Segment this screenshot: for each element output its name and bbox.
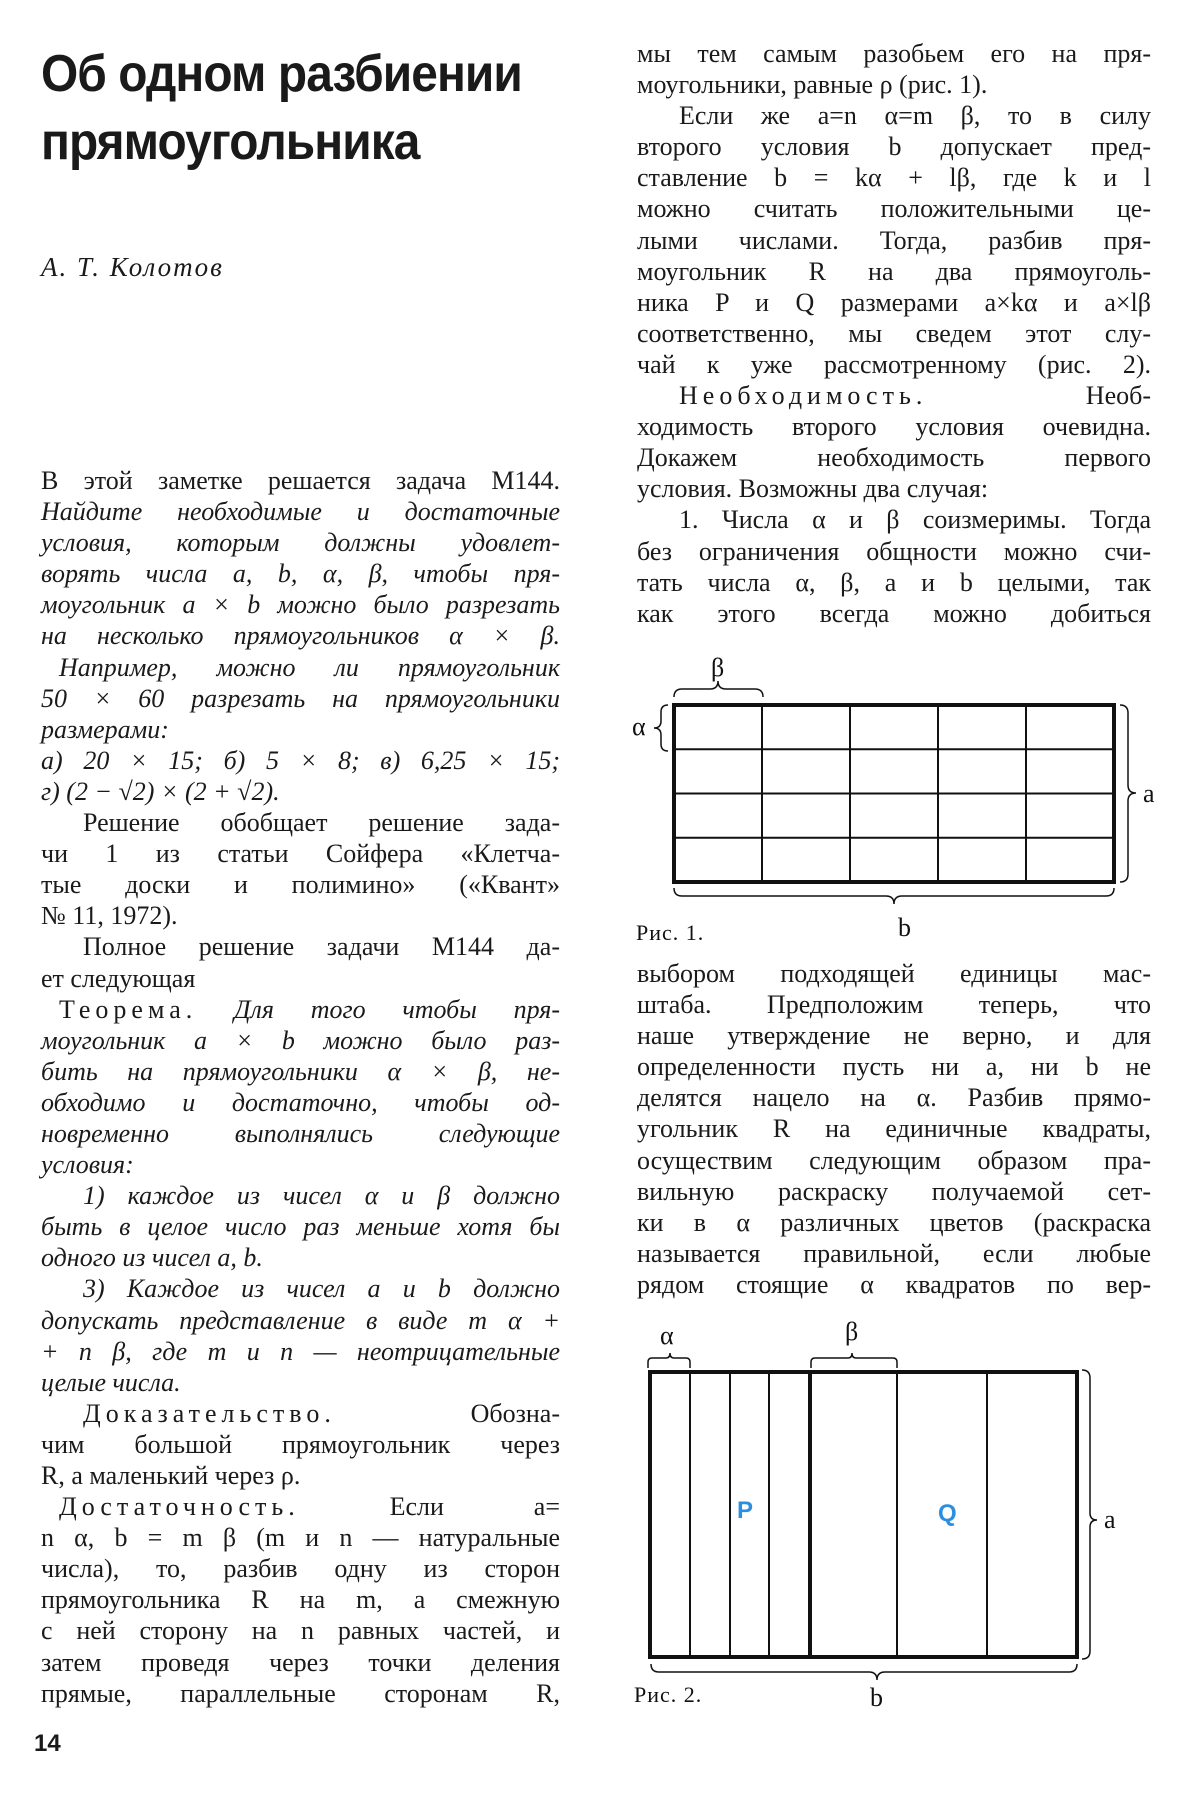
figure-1 [654, 681, 1136, 904]
line-text: называется правильной, если любые [637, 1238, 1151, 1268]
line-text: тые доски и полимино» («Квант» [41, 870, 560, 900]
line-text: ставление b = kα + lβ, где k и l [637, 163, 1151, 193]
line-text: чим большой прямоугольник через [41, 1429, 560, 1459]
line-text: ходимость второго условия очевидна. [637, 412, 1151, 442]
line-text: 3) Каждое из чисел a и b должно [83, 1274, 560, 1304]
line-text: числа), то, разбив одну из сторон [41, 1554, 560, 1584]
line-text: Решение обобщает решение зада- [83, 808, 560, 838]
line-text: 1) каждое из чисел α и β должно [83, 1181, 560, 1211]
figure-2 [648, 1353, 1097, 1680]
figure-2-outer-rect [650, 1372, 1077, 1657]
line-text: Обозна- [335, 1398, 560, 1428]
line-text: чай к уже рассмотренному (рис. 2). [637, 349, 1151, 379]
line-text: можно считать положительными це- [637, 194, 1151, 224]
line-text: прямые, параллельные сторонам R, [41, 1678, 560, 1708]
line-text: на несколько прямоугольников α × β. [41, 621, 560, 651]
figure-2-q-label: Q [938, 1500, 957, 1527]
line-text: штаба. Предположим теперь, что [637, 990, 1151, 1020]
figure-2-b-brace [651, 1664, 1077, 1680]
figure-2-a-brace [1082, 1370, 1097, 1659]
figure-2-alpha-brace [648, 1353, 690, 1368]
page-number: 14 [34, 1730, 61, 1757]
line-text: Полное решение задачи М144 да- [83, 932, 560, 962]
line-text: Необ- [927, 381, 1151, 411]
spaced-heading: Теорема. [59, 994, 198, 1024]
figure-1-alpha-label: α [632, 712, 646, 741]
line-text: Докажем необходимость первого [637, 443, 1151, 473]
line-text: ворять числа a, b, α, β, чтобы пря- [41, 559, 560, 589]
line-text: выбором подходящей единицы мас- [637, 959, 1151, 988]
line-text: быть в целое число раз меньше хотя бы [41, 1212, 560, 1242]
line-text: № 11, 1972). [41, 901, 178, 931]
line-text: n α, b = m β (m и n — натуральные [41, 1523, 560, 1553]
title-line: прямоугольника [41, 113, 420, 171]
line-text: второго условия b допускает пред- [637, 132, 1151, 162]
figure-1-b-label: b [898, 913, 911, 942]
line-text: моугольник a × b можно было разрезать [41, 590, 560, 620]
line-text: как этого всегда можно добиться [637, 598, 1151, 628]
line-text: с ней сторону на n равных частей, и [41, 1616, 560, 1646]
line-text: Найдите необходимые и достаточные [41, 497, 560, 527]
line-text: 50 × 60 разрезать на прямоугольники [41, 683, 560, 713]
line-text: обходимо и достаточно, чтобы од- [41, 1087, 560, 1117]
spaced-heading: Достаточность. [59, 1492, 300, 1522]
line-text: ки в α различных цветов (раскраска [637, 1207, 1151, 1237]
figure-1-caption: Рис. 1. [636, 920, 705, 945]
line-text: В этой заметке решается задача М144. [41, 466, 560, 495]
author: А. Т. Колотов [41, 252, 224, 282]
line-text: + n β, где m и n — неотрицательные [41, 1336, 560, 1366]
line-text: размерами: [41, 714, 169, 744]
line-text: целые числа. [41, 1367, 181, 1397]
line-text: Например, можно ли прямоугольник [59, 652, 560, 682]
line-text: рядом стоящие α квадратов по вер- [637, 1269, 1151, 1299]
line-text: ника P и Q размерами a×kα и a×lβ [637, 287, 1151, 317]
line-text: одного из чисел a, b. [41, 1243, 263, 1273]
line-text: лыми числами. Тогда, разбив пря- [637, 225, 1151, 255]
figure-2-alpha-label: α [660, 1321, 674, 1350]
line-text: чи 1 из статьи Сойфера «Клетча- [41, 839, 560, 869]
line-text: условия, которым должны удовлет- [41, 528, 560, 558]
line-text: соответственно, мы сведем этот слу- [637, 318, 1151, 348]
line-text: наше утверждение не верно, и для [637, 1021, 1151, 1051]
line-text: определенности пусть ни a, ни b не [637, 1052, 1151, 1082]
figure-1-a-brace [1120, 705, 1136, 882]
line-text: моугольник a × b можно было раз- [41, 1025, 560, 1055]
title-line: Об одном разбиении [41, 45, 522, 103]
line-text: ет следующая [41, 963, 196, 993]
figure-2-b-label: b [870, 1683, 883, 1712]
line-text: угольник R на единичные квадраты, [637, 1114, 1151, 1144]
line-text: г) (2 − √2) × (2 + √2). [41, 776, 280, 806]
line-text: без ограничения общности можно счи- [637, 536, 1151, 566]
line-text: вильную раскраску получаемой сет- [637, 1176, 1151, 1206]
line-text: Для того чтобы пря- [197, 994, 560, 1024]
line-text: осуществим следующим образом пра- [637, 1145, 1151, 1175]
line-text: моугольники, равные ρ (рис. 1). [637, 70, 988, 100]
line-text: Если же a=n α=m β, то в силу [679, 101, 1151, 131]
figure-1-b-brace [674, 888, 1114, 904]
figure-1-grid [674, 705, 1114, 882]
line-text: допускать представление в виде m α + [41, 1305, 560, 1335]
line-text: а) 20 × 15; б) 5 × 8; в) 6,25 × 15; [41, 745, 560, 775]
spaced-heading: Необходимость. [679, 381, 928, 411]
line-text: новременно выполнялись следующие [41, 1118, 560, 1148]
figure-2-caption: Рис. 2. [634, 1682, 703, 1707]
figure-1-a-label: a [1143, 779, 1155, 808]
figure-2-beta-brace [811, 1353, 897, 1368]
line-text: мы тем самым разобьем его на пря- [637, 39, 1151, 68]
figure-1-alpha-brace [654, 705, 668, 751]
line-text: бить на прямоугольники α × β, не- [41, 1056, 560, 1086]
line-text: 1. Числа α и β соизмеримы. Тогда [679, 505, 1151, 535]
line-text: Если a= [299, 1492, 560, 1522]
spaced-heading: Доказательство. [83, 1398, 336, 1428]
line-text: затем проведя через точки деления [41, 1647, 560, 1677]
figure-1-beta-label: β [711, 653, 725, 682]
figure-2-p-label: P [737, 1497, 754, 1524]
figure-2-beta-label: β [845, 1317, 859, 1346]
figure-1-beta-brace [674, 681, 763, 697]
line-text: тать числа α, β, a и b целыми, так [637, 567, 1151, 597]
figure-2-a-label: a [1104, 1505, 1116, 1534]
line-text: R, а маленький через ρ. [41, 1461, 301, 1490]
line-text: делятся нацело на α. Разбив прямо- [637, 1083, 1151, 1113]
line-text: условия. Возможны два случая: [637, 474, 989, 504]
line-text: прямоугольника R на m, а смежную [41, 1585, 560, 1615]
line-text: моугольник R на два прямоуголь- [637, 256, 1151, 286]
line-text: условия: [41, 1150, 134, 1180]
